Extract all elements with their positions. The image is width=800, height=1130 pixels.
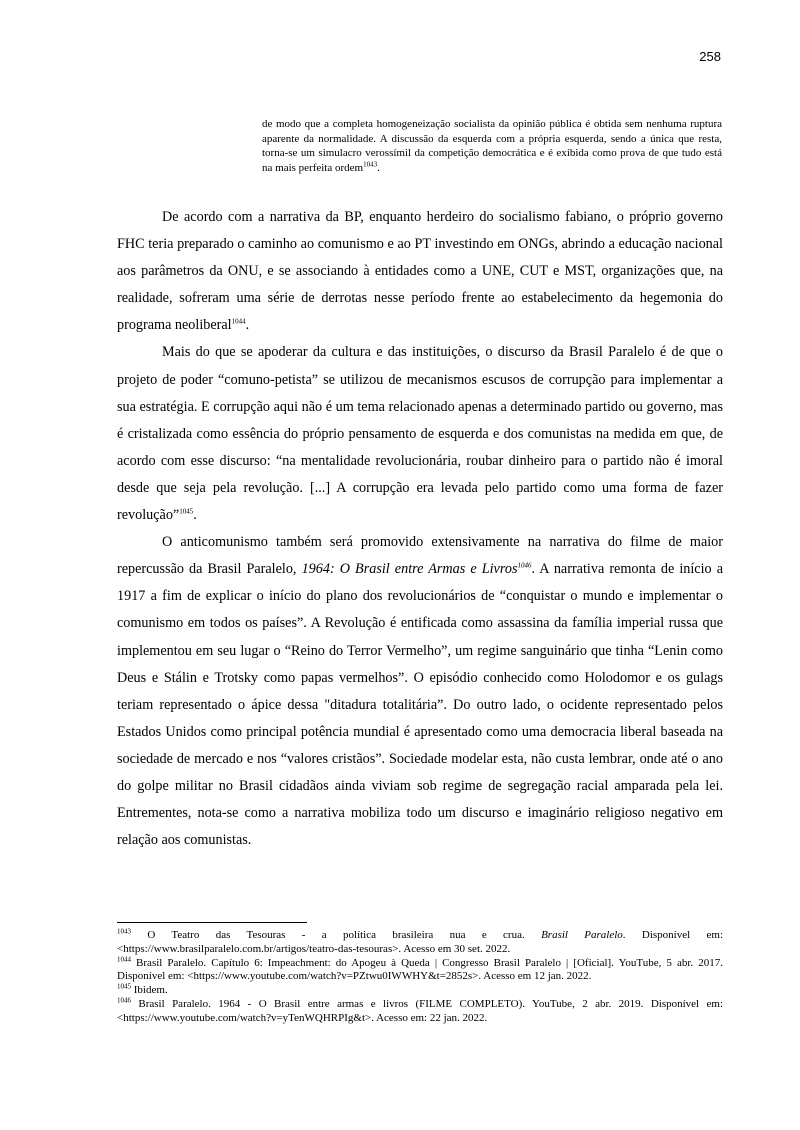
footnote-number: 1046	[117, 996, 131, 1005]
paragraph-3-after: . A narrativa remonta de início a 1917 a fim de explicar o início do plano dos revolucionários de “conquistar o mundo e implementar o comunismo em todos os países”. A Revolução é entificada como assassina da família imperial russa que implementou em seu lugar o “Reino do Terror Vermelho”, um regime sanguinário que tinha “Lenin como Deus e Stálin e Trotsky como papas vermelhos”. O episódio conhecido como Holodomor e os gulags teriam representado o ápice dessa "ditadura totalitária”. Do outro lado, o ocidente representado pelos Estados Unidos como principal potência mundial é apresentado como uma democracia liberal baseada na sociedade de mercado e nos “valores cristãos”. Sociedade modelar esta, não custa lembrar, onde até o ano do golpe militar no Brasil cidadãos ainda viviam sob regime de segregação racial amparada pela lei. Entrementes, nota-se como a narrativa mobiliza todo um discurso e imaginário religioso negativo em relação aos comunistas.	[117, 561, 724, 849]
paragraph-3-before: O anticomunismo também será promovido extensivamente na narrativa do filme de maior repercussão da Brasil Paralelo,	[117, 534, 723, 578]
block-quote-end: .	[377, 161, 380, 174]
footnote-separator	[117, 922, 307, 923]
paragraph-1	[117, 204, 723, 339]
paragraph-1-text: De acordo com a narrativa da BP, enquanto herdeiro do socialismo fabiano, o próprio governo FHC teria preparado o caminho ao comunismo e ao PT investindo em ONGs, abrindo a educação nacional aos parâmetros da ONU, e se associando à entidades como a UNE, CUT e MST, organizações que, na realidade, sofreram uma série de derrotas nesse período frente ao estabelecimento da hegemonia do programa neoliberal	[117, 209, 723, 334]
footnotes	[117, 929, 723, 1026]
footnote-1043	[117, 929, 723, 957]
block-quote-text: de modo que a completa homogeneização socialista da opinião pública é obtida sem nenhuma ruptura aparente da normalidade. A discussão da esquerda com a própria esquerda, sendo a única que resta, torna-se um simulacro verossímil da competição democrática e é exibida como prova de que tudo está na mais perfeita ordem	[262, 118, 722, 174]
page-number: 258	[699, 49, 721, 64]
footnote-ref-1045[interactable]: 1045	[179, 507, 194, 516]
paragraph-2-end: .	[193, 507, 197, 524]
footnote-1046	[117, 998, 723, 1026]
paragraph-2-text: Mais do que se apoderar da cultura e das instituições, o discurso da Brasil Paralelo é de que o projeto de poder “comuno-petista” se utilizou de mecanismos escusos de corrupção para implementar a sua estratégia. E corrupção aqui não é um tema relacionado apenas a determinado partido ou governo, mas é cristalizada como essência do próprio pensamento de esquerda e dos comunistas na medida em que, de acordo com esse discurso: “na mentalidade revolucionária, roubar dinheiro para o partido não é imoral desde que seja pela revolução. [...] A corrupção era levada pelo partido como uma forma de fazer revolução”	[117, 344, 723, 524]
paragraph-2	[117, 339, 723, 529]
footnote-text: Brasil Paralelo. Capítulo 6: Impeachment: do Apogeu à Queda | Congresso Brasil Paralelo | [Oficial]. YouTube, 5 abr. 2017. Disponível em: <https://www.youtube.com/watch?v=PZtwu0IWWHY&t=2852s>. Acesso em 12 jan. 2022.	[117, 956, 723, 983]
body-text	[117, 204, 723, 854]
footnote-text: Ibidem.	[131, 984, 168, 997]
film-title: 1964: O Brasil entre Armas e Livros	[301, 561, 518, 578]
footnote-ref-1046-number: 1046	[517, 561, 532, 570]
paragraph-1-end: .	[245, 317, 250, 334]
footnote-ref-1044[interactable]: 1044	[231, 317, 246, 326]
footnote-ref-1046[interactable]	[517, 561, 531, 569]
footnote-ref-1043[interactable]: 1043	[363, 159, 378, 168]
paragraph-3	[117, 529, 723, 854]
footnote-source-italic: Brasil Paralelo	[541, 929, 623, 941]
footnote-text: Brasil Paralelo. 1964 - O Brasil entre armas e livros (FILME COMPLETO). YouTube, 2 abr. 2019. Disponível em: <https://www.youtube.com/watch?v=yTenWQHRPIg&t>. Acesso em: 22 jan. 2022.	[117, 997, 723, 1024]
footnote-number: 1043	[117, 927, 131, 936]
footnote-1045	[117, 984, 723, 998]
footnote-number: 1044	[117, 954, 131, 963]
footnote-1044	[117, 954, 723, 985]
block-quote	[262, 117, 722, 175]
footnote-text-end: . Disponível em: <https://www.brasilparalelo.com.br/artigos/teatro-das-tesouras>. Acesso em 30 set. 2022.	[117, 929, 723, 955]
footnote-number: 1045	[117, 982, 131, 991]
footnote-text: O Teatro das Tesouras - a política brasileira nua e crua.	[131, 929, 542, 941]
